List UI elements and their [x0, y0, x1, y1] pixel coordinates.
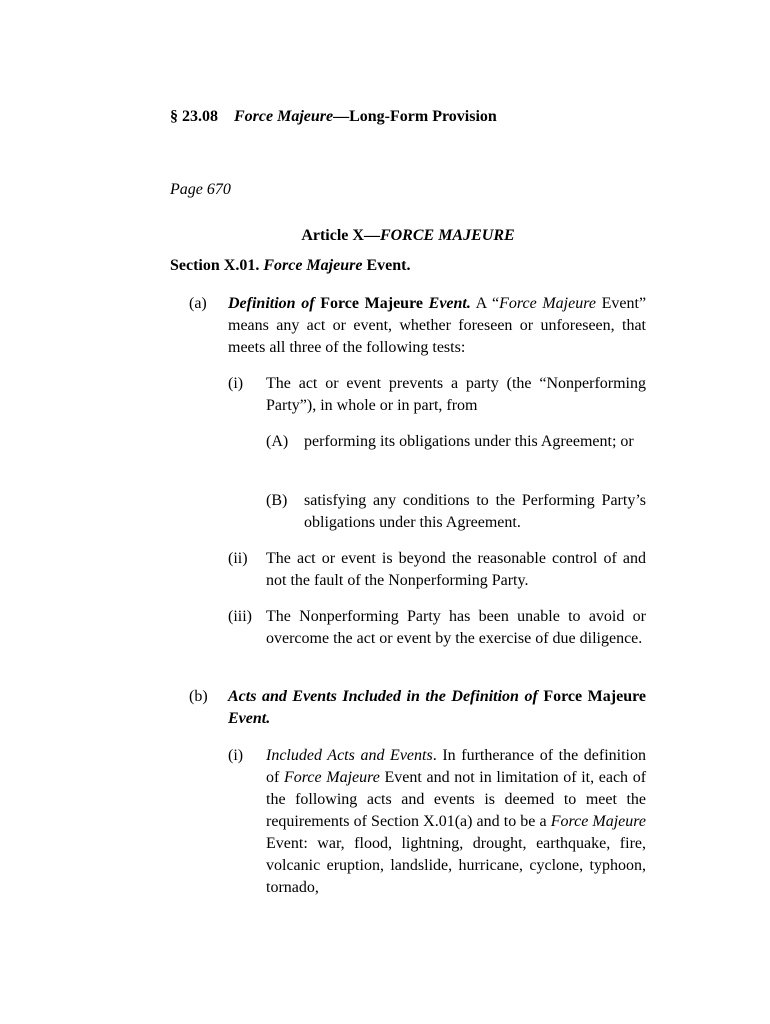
item-a-i-label: (i): [228, 375, 244, 392]
para-b-bi2: Event.: [228, 710, 271, 727]
para-a-bi1: Definition of: [228, 295, 315, 312]
item-b-i-label: (i): [228, 747, 244, 764]
page-label: Page 670: [170, 181, 231, 198]
item-b-i-text: [266, 745, 646, 899]
para-a-t1: A “: [475, 295, 500, 312]
item-b-i-i1: Included Acts and Events: [266, 747, 433, 764]
para-b-label: (b): [189, 688, 208, 705]
article-heading: [170, 227, 646, 245]
item-b-i-i2: Force Majeure: [283, 769, 380, 786]
heading-rest: —Long-Form Provision: [333, 108, 497, 125]
para-a-text: [228, 293, 646, 359]
article-title: FORCE MAJEURE: [379, 227, 515, 244]
item-a-ii-label: (ii): [228, 550, 248, 567]
section-number: § 23.08: [170, 108, 218, 125]
item-A-text: performing its obligations under this Agreement; or: [304, 433, 634, 450]
item-b-i-t2: Event and not in limitation of it, each of the following acts and events is deemed to meet the requirements of Section X.01(a) and to be a: [266, 769, 647, 830]
para-a-label: (a): [189, 295, 207, 312]
provision-heading: [170, 108, 497, 126]
section-heading: [170, 257, 410, 275]
section-italic: Force Majeure: [263, 257, 363, 274]
section-prefix: Section X.01.: [170, 257, 260, 274]
item-a-ii-text: The act or event is beyond the reasonable control of and not the fault of the Nonperforming Party.: [266, 550, 646, 589]
para-a-b1: Force Majeure: [320, 295, 423, 312]
heading-italic: Force Majeure: [234, 108, 334, 125]
item-b-i-t3: Event: war, flood, lightning, drought, earthquake, fire, volcanic eruption, landslide, hurricane, cyclone, typhoon, tornado,: [266, 835, 646, 896]
para-b-bi1: Acts and Events Included in the Definition of: [228, 688, 538, 705]
item-b-i-i3: Force Majeure: [550, 813, 647, 830]
para-b-b1: Force Majeure: [543, 688, 647, 705]
item-B-text: satisfying any conditions to the Performing Party’s obligations under this Agreement.: [304, 492, 646, 531]
item-a-i-text: The act or event prevents a party (the “Nonperforming Party”), in whole or in part, from: [266, 375, 646, 414]
para-a-bi2: Event.: [428, 295, 471, 312]
item-B-label: (B): [266, 492, 288, 509]
item-a-iii-text: The Nonperforming Party has been unable to avoid or overcome the act or event by the exercise of due diligence.: [266, 608, 646, 647]
item-A-label: (A): [266, 433, 289, 450]
article-prefix: Article X—: [301, 227, 380, 244]
item-a-iii-label: (iii): [228, 608, 252, 625]
section-suffix: Event.: [366, 257, 411, 274]
para-a-t2: Event” means any act or event, whether foreseen or unforeseen, that meets all three of the following tests:: [228, 295, 647, 356]
para-b-text: [228, 686, 646, 730]
item-b-i-t1: . In furtherance of the definition of: [266, 747, 647, 786]
para-a-i1: Force Majeure: [499, 295, 596, 312]
